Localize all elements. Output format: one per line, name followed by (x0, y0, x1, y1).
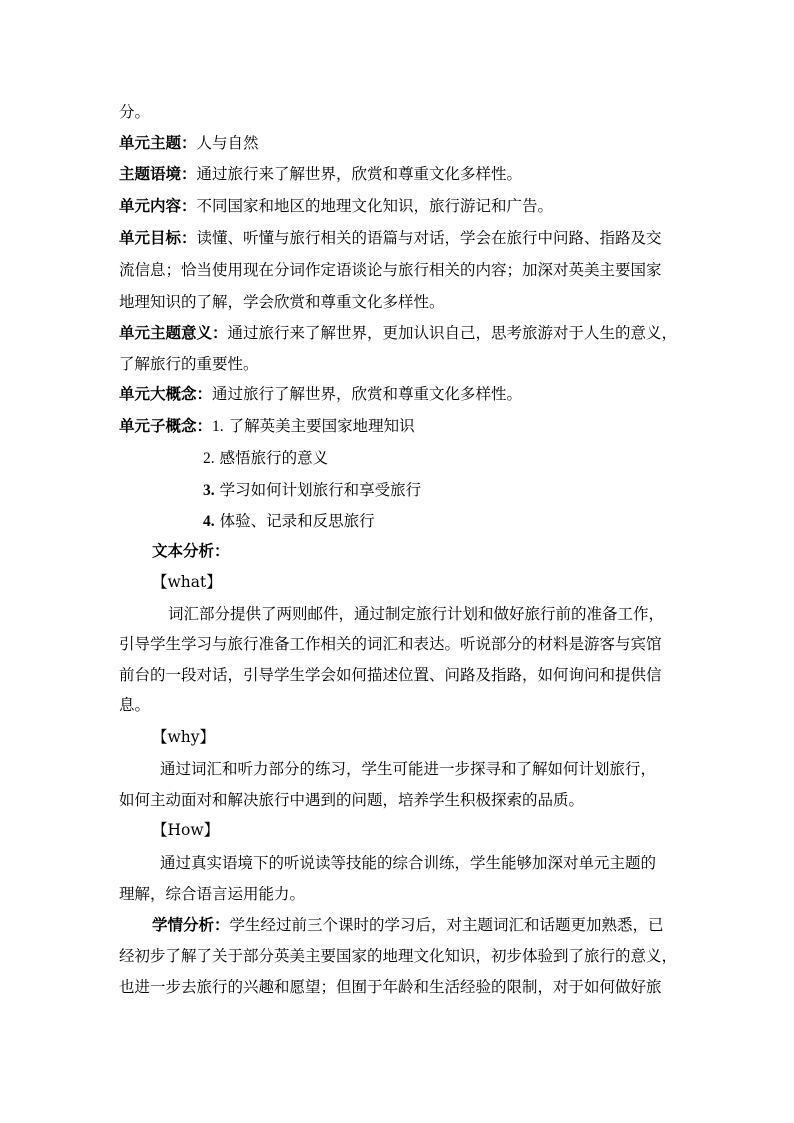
what-text: 前台的一段对话，引导学生学会如何描述位置、问路及指路，如何询问和提供信 (119, 666, 662, 684)
unit-content-value: 不同国家和地区的地理文化知识，旅行游记和广告。 (196, 197, 554, 215)
sub-concept-number: 4. (203, 513, 215, 530)
how-tag (152, 820, 219, 840)
text-analysis-heading: 文本分析： (152, 541, 230, 560)
what-tag-text: 【what】 (152, 573, 222, 591)
unit-goal-text: 地理知识的了解，学会欣赏和尊重文化多样性。 (119, 293, 445, 311)
theme-context-label: 主题语境 (119, 164, 182, 183)
theme-context-line: 主题语境：通过旅行来了解世界，欣赏和尊重文化多样性。 (119, 164, 523, 183)
big-concept-value: 通过旅行了解世界，欣赏和尊重文化多样性。 (212, 385, 523, 403)
learner-analysis-text: 经初步了解了关于部分英美主要国家的地理文化知识，初步体验到了旅行的意义， (119, 947, 678, 965)
sub-concept-line (203, 480, 421, 501)
theme-meaning-line (119, 354, 259, 374)
how-paragraph-line (160, 853, 656, 873)
theme-meaning-line: 单元主题意义：通过旅行来了解世界，更加认识自己，思考旅游对于人生的意义， (119, 323, 678, 342)
unit-content-line: 单元内容：不同国家和地区的地理文化知识，旅行游记和广告。 (119, 196, 554, 215)
why-tag (152, 727, 215, 747)
unit-goal-text: 流信息；恰当使用现在分词作定语谈论与旅行相关的内容；加深对英美主要国家 (119, 261, 662, 279)
how-tag-text: 【How】 (152, 821, 220, 839)
learner-analysis-text: 学生经过前三个课时的学习后，对主题词汇和话题更加熟悉，已 (229, 916, 664, 934)
sub-concept-number: 1. (212, 418, 224, 435)
unit-content-label: 单元内容 (119, 196, 182, 215)
unit-goal-line (119, 260, 662, 280)
theme-meaning-text: 了解旅行的重要性。 (119, 355, 259, 373)
theme-context-value: 通过旅行来了解世界，欣赏和尊重文化多样性。 (196, 165, 523, 183)
sub-concept-text: 体验、记录和反思旅行 (219, 512, 375, 530)
theme-meaning-label: 单元主题意义 (119, 323, 213, 342)
what-tag (152, 572, 222, 592)
learner-analysis-label: 学情分析 (152, 915, 215, 934)
sub-concept-line (203, 448, 328, 469)
unit-goal-label: 单元目标 (119, 228, 182, 247)
how-text: 通过真实语境下的听说读等技能的综合训练，学生能够加深对单元主题的 (160, 854, 657, 872)
what-paragraph-line (168, 604, 664, 624)
text-analysis-label: 文本分析 (152, 541, 215, 560)
what-text: 词汇部分提供了两则邮件，通过制定旅行计划和做好旅行前的准备工作， (168, 605, 665, 623)
unit-goal-line: 单元目标：读懂、听懂与旅行相关的语篇与对话，学会在旅行中问路、指路及交 (119, 228, 662, 247)
unit-theme-label: 单元主题 (119, 133, 182, 152)
learner-analysis-text: 也进一步去旅行的兴趣和愿望；但囿于年龄和生活经验的限制，对于如何做好旅 (119, 978, 662, 996)
what-paragraph-line (119, 634, 662, 654)
sub-concept-label: 单元子概念 (119, 416, 197, 435)
sub-concept-number: 2. (203, 450, 215, 467)
learner-analysis-line: 学情分析：学生经过前三个课时的学习后，对主题词汇和话题更加熟悉，已 (152, 915, 664, 934)
why-tag-text: 【why】 (152, 728, 216, 746)
why-paragraph-line (160, 759, 656, 779)
how-paragraph-line (119, 884, 305, 904)
unit-theme-line: 单元主题：人与自然 (119, 133, 259, 152)
big-concept-label: 单元大概念 (119, 384, 197, 403)
unit-theme-value: 人与自然 (196, 134, 259, 152)
what-paragraph-line (119, 695, 150, 715)
unit-goal-line (119, 292, 445, 312)
why-paragraph-line (119, 790, 584, 810)
sub-concept-line (203, 511, 375, 532)
what-text: 息。 (119, 696, 151, 714)
how-text: 理解，综合语言运用能力。 (119, 885, 306, 903)
why-text: 通过词汇和听力部分的练习，学生可能进一步探寻和了解如何计划旅行， (160, 760, 657, 778)
sub-concept-text: 了解英美主要国家地理知识 (228, 417, 415, 435)
sub-concept-text: 感悟旅行的意义 (219, 449, 329, 467)
unit-goal-text: 读懂、听懂与旅行相关的语篇与对话，学会在旅行中问路、指路及交 (196, 229, 662, 247)
what-text: 引导学生学习与旅行准备工作相关的词汇和表达。听说部分的材料是游客与宾馆 (119, 635, 662, 653)
text: 分。 (119, 103, 151, 121)
why-text: 如何主动面对和解决旅行中遇到的问题，培养学生积极探索的品质。 (119, 791, 585, 809)
learner-analysis-line (119, 946, 677, 966)
learner-analysis-line (119, 977, 662, 997)
sub-concept-line: 单元子概念：1. 了解英美主要国家地理知识 (119, 416, 415, 435)
paragraph-fragment (119, 102, 150, 122)
what-paragraph-line (119, 665, 662, 685)
big-concept-line: 单元大概念：通过旅行了解世界，欣赏和尊重文化多样性。 (119, 384, 523, 403)
theme-meaning-text: 通过旅行来了解世界，更加认识自己，思考旅游对于人生的意义， (227, 324, 678, 342)
sub-concept-text: 学习如何计划旅行和享受旅行 (219, 481, 422, 499)
sub-concept-number: 3. (203, 482, 215, 499)
